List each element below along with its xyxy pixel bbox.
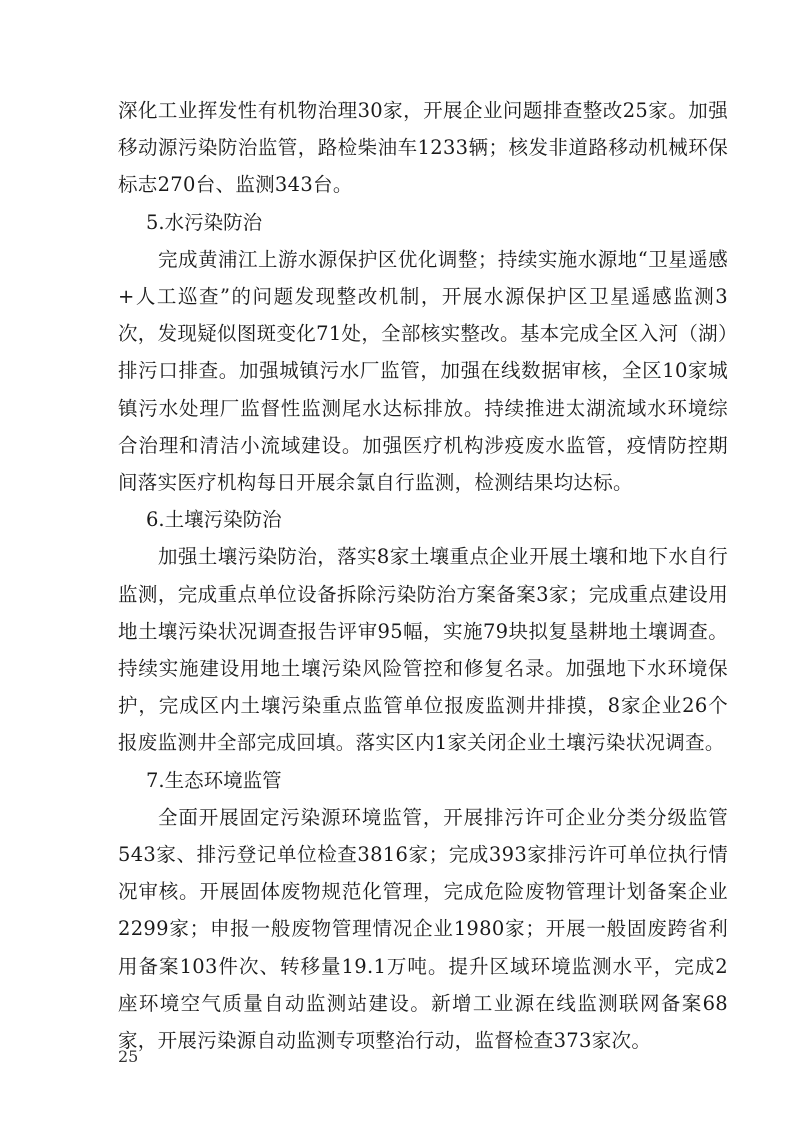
page-number: 25 [118, 1047, 139, 1066]
section-heading-soil-pollution: 6.土壤污染防治 [146, 508, 282, 532]
paragraph-eco-supervision: 全面开展固定污染源环境监管，开展排污许可企业分类分级监管543家、排污登记单位检查3816家；完成393家排污许可单位执行情况审核。开展固体废物规范化管理，完成危险废物管理计划备案企业2299家；申报一般废物管理情况企业1980家；开展一般固废跨省利用备案103件次、转移量19.1万吨。提升区域环境监测水平，完成2座环境空气质量自动监测站建设。新增工业源在线监测联网备案68家，开展污染源自动监测专项整治行动，监督检查373家次。 [118, 805, 728, 1053]
section-heading-water-pollution: 5.水污染防治 [146, 210, 263, 234]
section-heading-eco-supervision: 7.生态环境监管 [146, 768, 282, 792]
page-content [118, 92, 728, 1059]
paragraph-water-pollution: 完成黄浦江上游水源保护区优化调整；持续实施水源地“卫星遥感+人工巡查”的问题发现整改机制，开展水源保护区卫星遥感监测3次，发现疑似图斑变化71处，全部核实整改。基本完成全区入河（湖）排污口排查。加强城镇污水厂监管，加强在线数据审核，全区10家城镇污水处理厂监督性监测尾水达标排放。持续推进太湖流域水环境综合治理和清洁小流域建设。加强医疗机构涉疫废水监管，疫情防控期间落实医疗机构每日开展余氯自行监测，检测结果均达标。 [118, 247, 728, 495]
paragraph-soil-pollution: 加强土壤污染防治，落实8家土壤重点企业开展土壤和地下水自行监测，完成重点单位设备拆除污染防治方案备案3家；完成重点建设用地土壤污染状况调查报告评审95幅，实施79块拟复垦耕地土壤调查。持续实施建设用地土壤污染风险管控和修复名录。加强地下水环境保护，完成区内土壤污染重点监管单位报废监测井排摸，8家企业26个报废监测井全部完成回填。落实区内1家关闭企业土壤污染状况调查。 [118, 545, 728, 755]
paragraph-vehicle-pollution: 深化工业挥发性有机物治理30家，开展企业问题排查整改25家。加强移动源污染防治监管，路检柴油车1233辆；核发非道路移动机械环保标志270台、监测343台。 [118, 99, 728, 197]
